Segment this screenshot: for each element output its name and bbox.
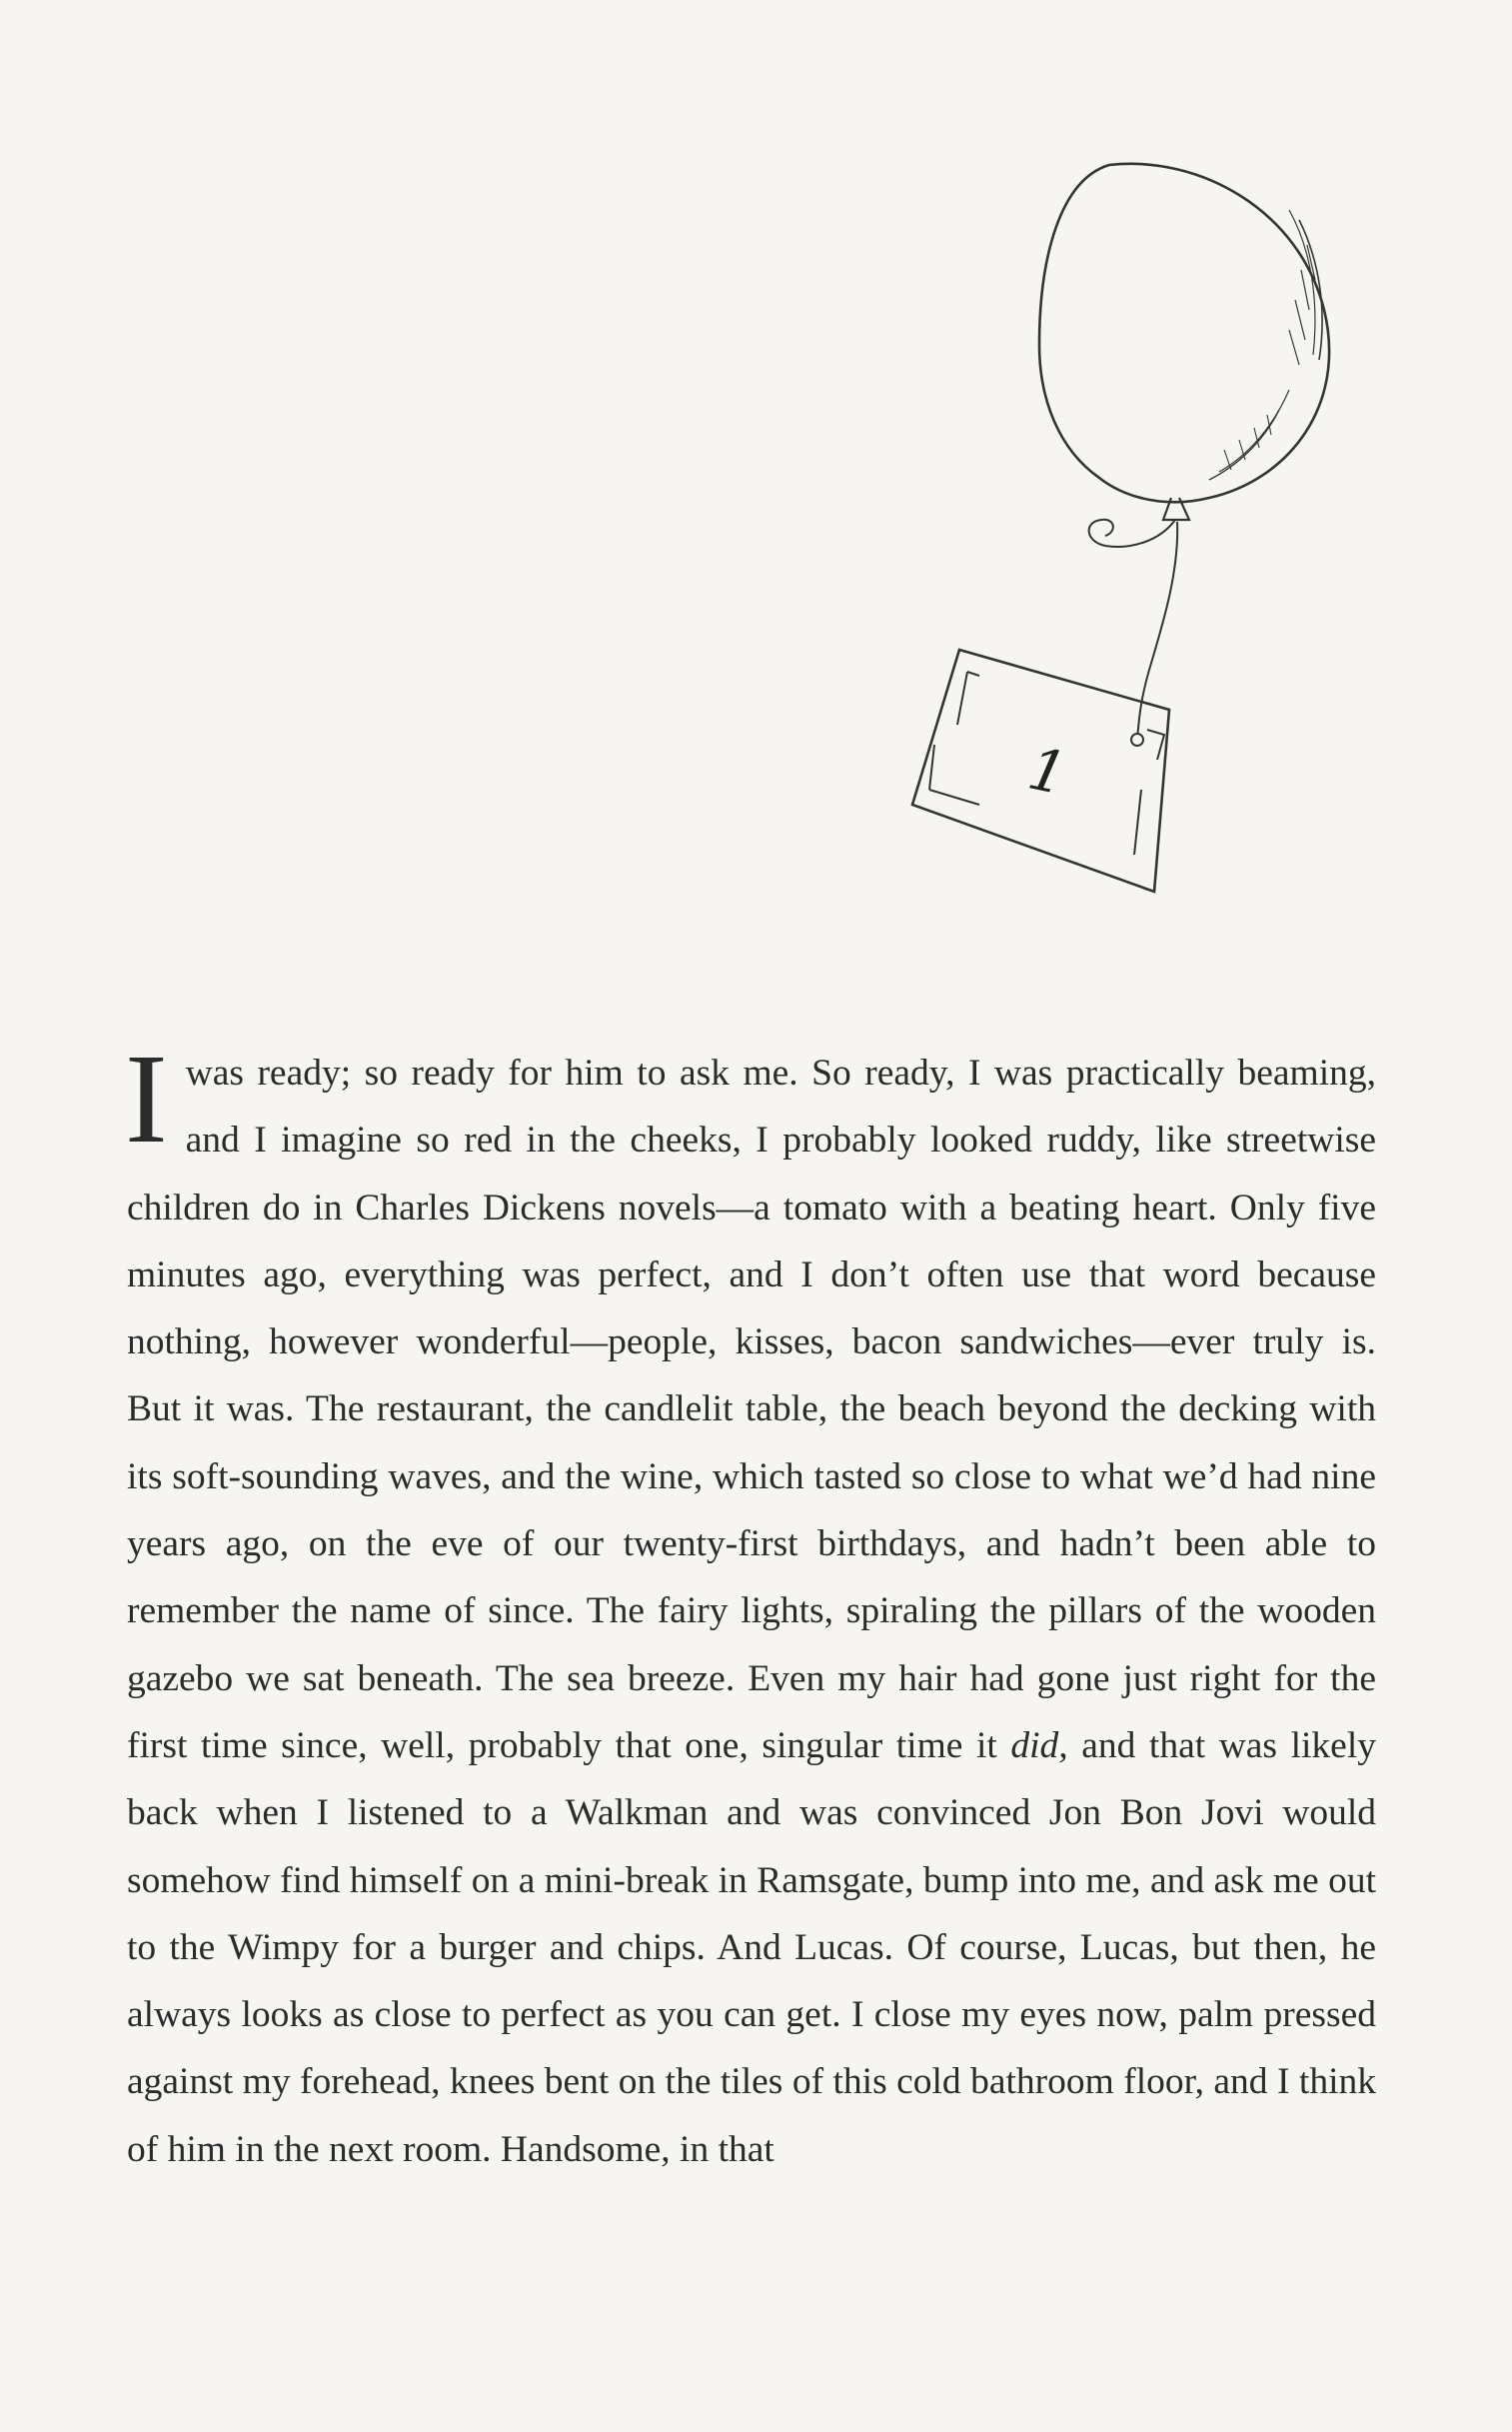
balloon-icon [1039,164,1329,740]
drop-cap: I [125,1028,168,1170]
balloon-with-tag-icon [879,150,1399,910]
emphasized-word: did, [1010,1724,1068,1766]
chapter-number: 1 [1022,734,1073,809]
paragraph-closing: and that was likely back when I listened to a Walkman and was convinced Jon Bon Jovi would somehow find himself on a mini-break in Ramsgate, bump into me, and ask me out to the Wimpy for a burger and chips. And Lucas. Of course, Lucas, but then, he always looks as close to perfect as you can get. I close my eyes now, palm pressed against my forehead, knees bent on the tiles of this cold bathroom floor, and I think of him in the next room. Handsome, in that [127,1724,1376,2170]
paragraph-opening: was ready; so ready for him to ask me. So ready, I was practically beaming, and I imagine so red in the cheeks, I probably looked ruddy, like streetwise children do in Charles Dickens novels—a tomato with a beating heart. Only five minutes ago, everything was perfect, and I don’t often use that word because nothing, however wonderful—people, kisses, bacon sandwiches—ever truly is. But it was. The restaurant, the candlelit table, the beach beyond the decking with its soft-sounding waves, and the wine, which tasted so close to what we’d had nine years ago, on the eve of our twenty-first birthdays, and hadn’t been able to remember the name of since. The fairy lights, spiraling the pillars of the wooden gazebo we sat beneath. The sea breeze. Even my hair had gone just right for the first time since, well, probably that one, singular time it [127,1053,1376,1766]
chapter-body [125,1028,1376,2183]
